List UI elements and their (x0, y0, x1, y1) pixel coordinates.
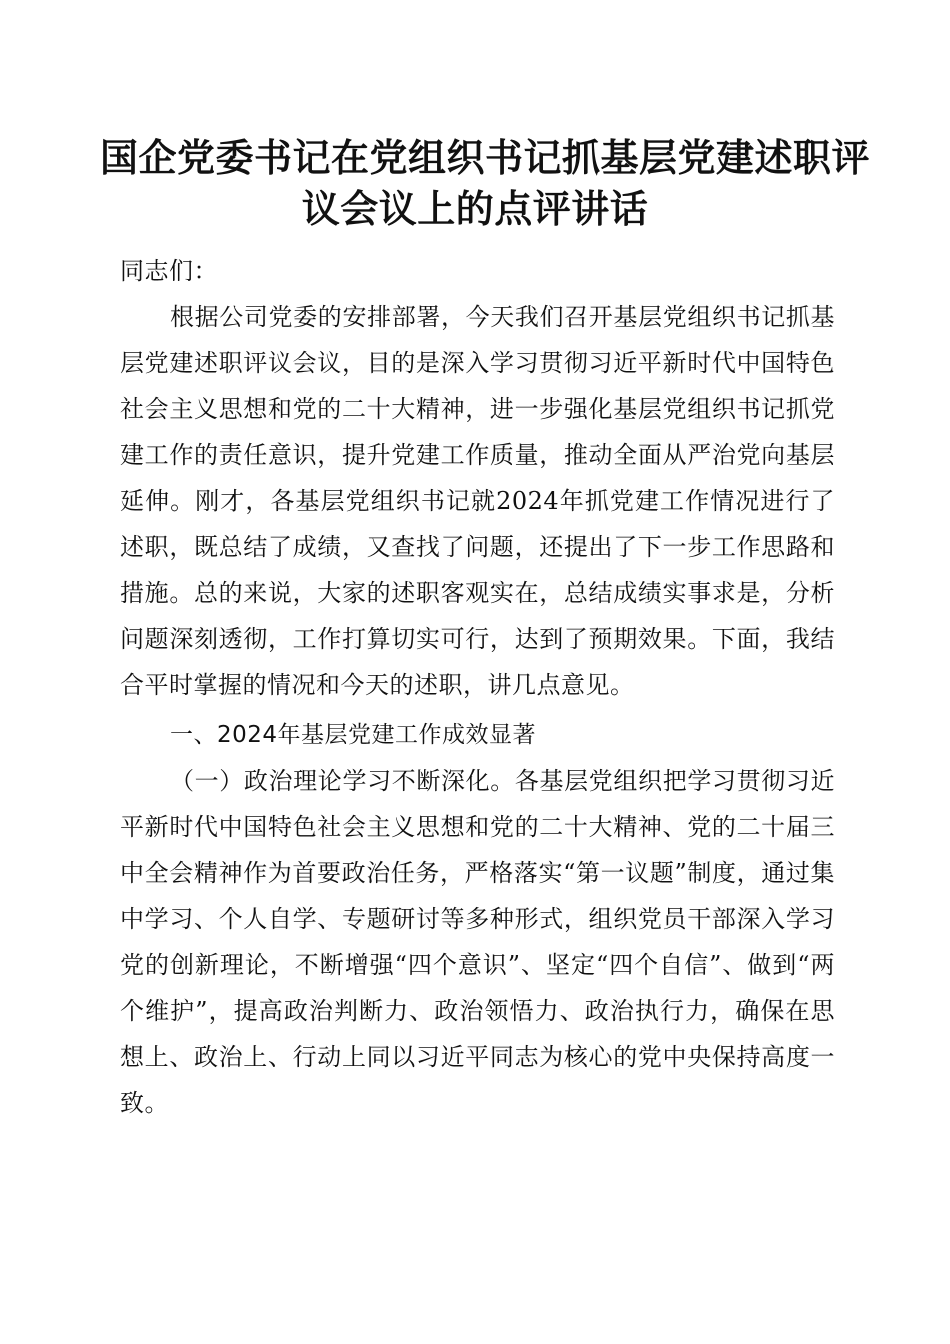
document-title (100, 132, 871, 234)
section-heading-1: 一、2024年基层党建工作成效显著 (170, 722, 537, 748)
subsection-paragraph-1 (120, 758, 835, 1126)
subsection-label-1: （一）政治理论学习不断深化。 (170, 767, 515, 795)
opening-paragraph: 根据公司党委的安排部署，今天我们召开基层党组织书记抓基层党建述职评议会议，目的是深入学习贯彻习近平新时代中国特色社会主义思想和党的二十大精神，进一步强化基层党组织书记抓党建工作的责任意识，提升党建工作质量，推动全面从严治党向基层延伸。刚才，各基层党组织书记就2024年抓党建工作情况进行了述职，既总结了成绩，又查找了问题，还提出了下一步工作思路和措施。总的来说，大家的述职客观实在，总结成绩实事求是，分析问题深刻透彻，工作打算切实可行，达到了预期效果。下面，我结合平时掌握的情况和今天的述职，讲几点意见。 (120, 303, 835, 699)
salutation: 同志们： (120, 257, 218, 285)
title-line-1: 国企党委书记在党组织书记抓基层党建述职评 (100, 135, 871, 180)
subsection-text-1: 各基层党组织把学习贯彻习近平新时代中国特色社会主义思想和党的二十大精神、党的二十届三中全会精神作为首要政治任务，严格落实“第一议题”制度，通过集中学习、个人自学、专题研讨等多种形式，组织党员干部深入学习党的创新理论，不断增强“四个意识”、坚定“四个自信”、做到“两个维护”，提高政治判断力、政治领悟力、政治执行力，确保在思想上、政治上、行动上同以习近平同志为核心的党中央保持高度一致。 (120, 767, 836, 1117)
title-line-2: 议会议上的点评讲话 (301, 186, 649, 231)
document-body (120, 248, 835, 1126)
